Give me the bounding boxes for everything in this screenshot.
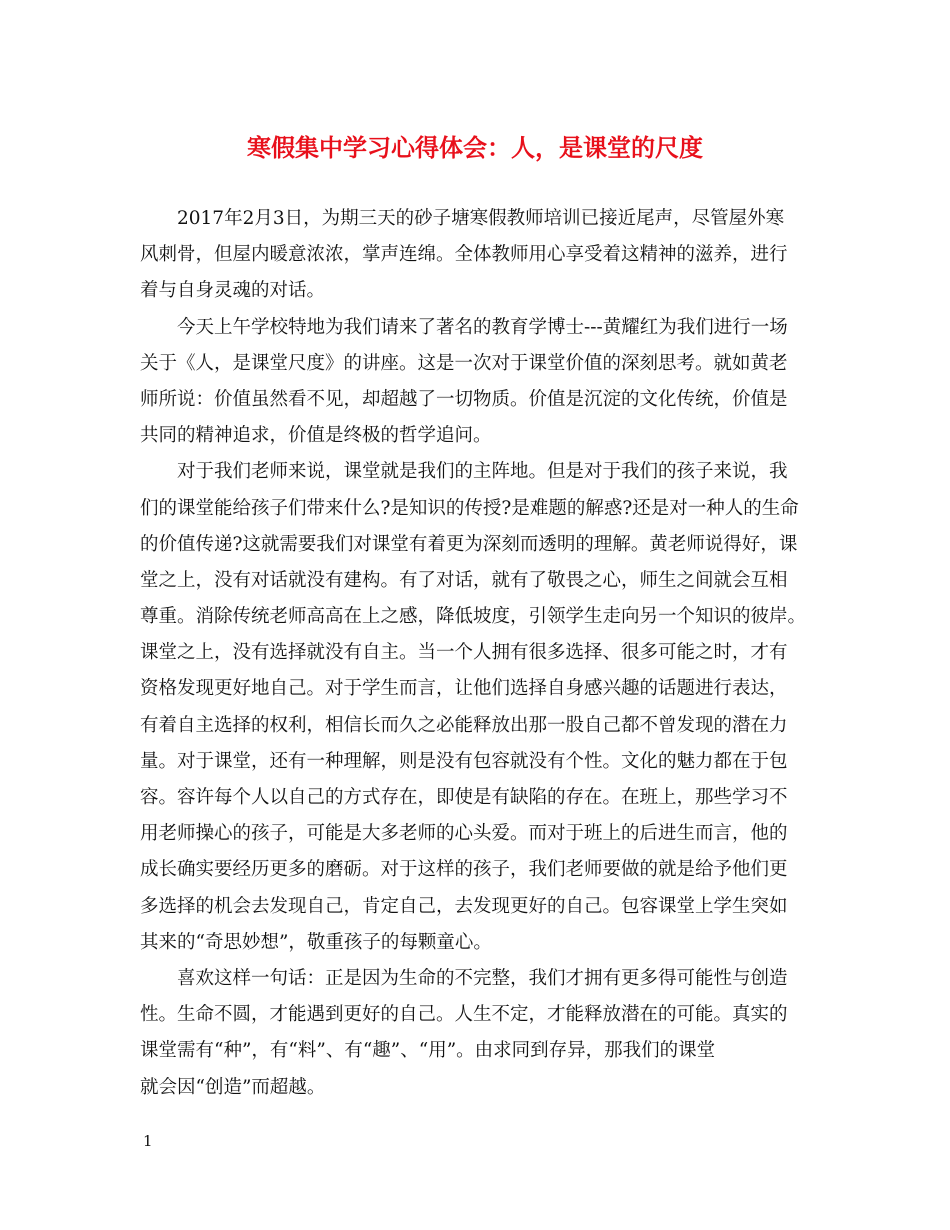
text-line: 用老师操心的孩子，可能是大多老师的心头爱。而对于班上的后进生而言，他的 xyxy=(140,823,788,845)
text-line: 堂之上，没有对话就没有建构。有了对话，就有了敬畏之心，师生之间就会互相 xyxy=(140,569,788,591)
text-line: 风刺骨，但屋内暖意浓浓，掌声连绵。全体教师用心享受着这精神的滋养，进行 xyxy=(140,244,788,266)
text-line: 就会因“创造”而超越。 xyxy=(140,1076,326,1098)
text-line: 其来的“奇思妙想”，敬重孩子的每颗童心。 xyxy=(140,931,492,953)
text-line: 关于《人，是课堂尺度》的讲座。这是一次对于课堂价值的深刻思考。就如黄老 xyxy=(140,352,788,374)
text-line: 课堂需有“种”，有“料”、有“趣”、“用”。由求同到存异，那我们的课堂 xyxy=(140,1040,716,1062)
text-line: 对于我们老师来说，课堂就是我们的主阵地。但是对于我们的孩子来说，我 xyxy=(177,461,788,483)
text-line: 们的课堂能给孩子们带来什么?是知识的传授?是难题的解惑?还是对一种人的生命 xyxy=(140,497,799,519)
text-line: 有着自主选择的权利，相信长而久之必能释放出那一股自己都不曾发现的潜在力 xyxy=(140,714,788,736)
text-line: 2017年2月3日，为期三天的砂子塘寒假教师培训已接近尾声，尽管屋外寒 xyxy=(177,208,785,229)
text-line: 容。容许每个人以自己的方式存在，即使是有缺陷的存在。在班上，那些学习不 xyxy=(140,787,788,808)
text-line: 量。对于课堂，还有一种理解，则是没有包容就没有个性。文化的魅力都在于包 xyxy=(140,750,788,772)
text-line: 的价值传递?这就需要我们对课堂有着更为深刻而透明的理解。黄老师说得好，课 xyxy=(140,533,798,555)
text-line: 着与自身灵魂的对话。 xyxy=(140,280,326,302)
text-line: 喜欢这样一句话：正是因为生命的不完整，我们才拥有更多得可能性与创造 xyxy=(177,967,788,989)
text-line: 尊重。消除传统老师高高在上之感，降低坡度，引领学生走向另一个知识的彼岸。 xyxy=(140,606,807,628)
text-line: 师所说：价值虽然看不见，却超越了一切物质。价值是沉淀的文化传统，价值是 xyxy=(140,388,788,410)
text-line: 课堂之上，没有选择就没有自主。当一个人拥有很多选择、很多可能之时，才有 xyxy=(140,642,788,664)
text-line: 今天上午学校特地为我们请来了著名的教育学博士---黄耀红为我们进行一场 xyxy=(177,316,788,338)
page-number: 1 xyxy=(143,1132,153,1150)
text-line: 共同的精神追求，价值是终极的哲学追问。 xyxy=(140,425,492,447)
text-line: 资格发现更好地自己。对于学生而言，让他们选择自身感兴趣的话题进行表达， xyxy=(140,678,788,700)
document-body xyxy=(140,201,812,1106)
text-line: 性。生命不圆，才能遇到更好的自己。人生不定，才能释放潜在的可能。真实的 xyxy=(140,1004,788,1026)
document-title: 寒假集中学习心得体会：人，是课堂的尺度 xyxy=(247,133,703,162)
text-line: 成长确实要经历更多的磨砺。对于这样的孩子，我们老师要做的就是给予他们更 xyxy=(140,859,788,881)
text-line: 多选择的机会去发现自己，肯定自己，去发现更好的自己。包容课堂上学生突如 xyxy=(140,895,788,917)
